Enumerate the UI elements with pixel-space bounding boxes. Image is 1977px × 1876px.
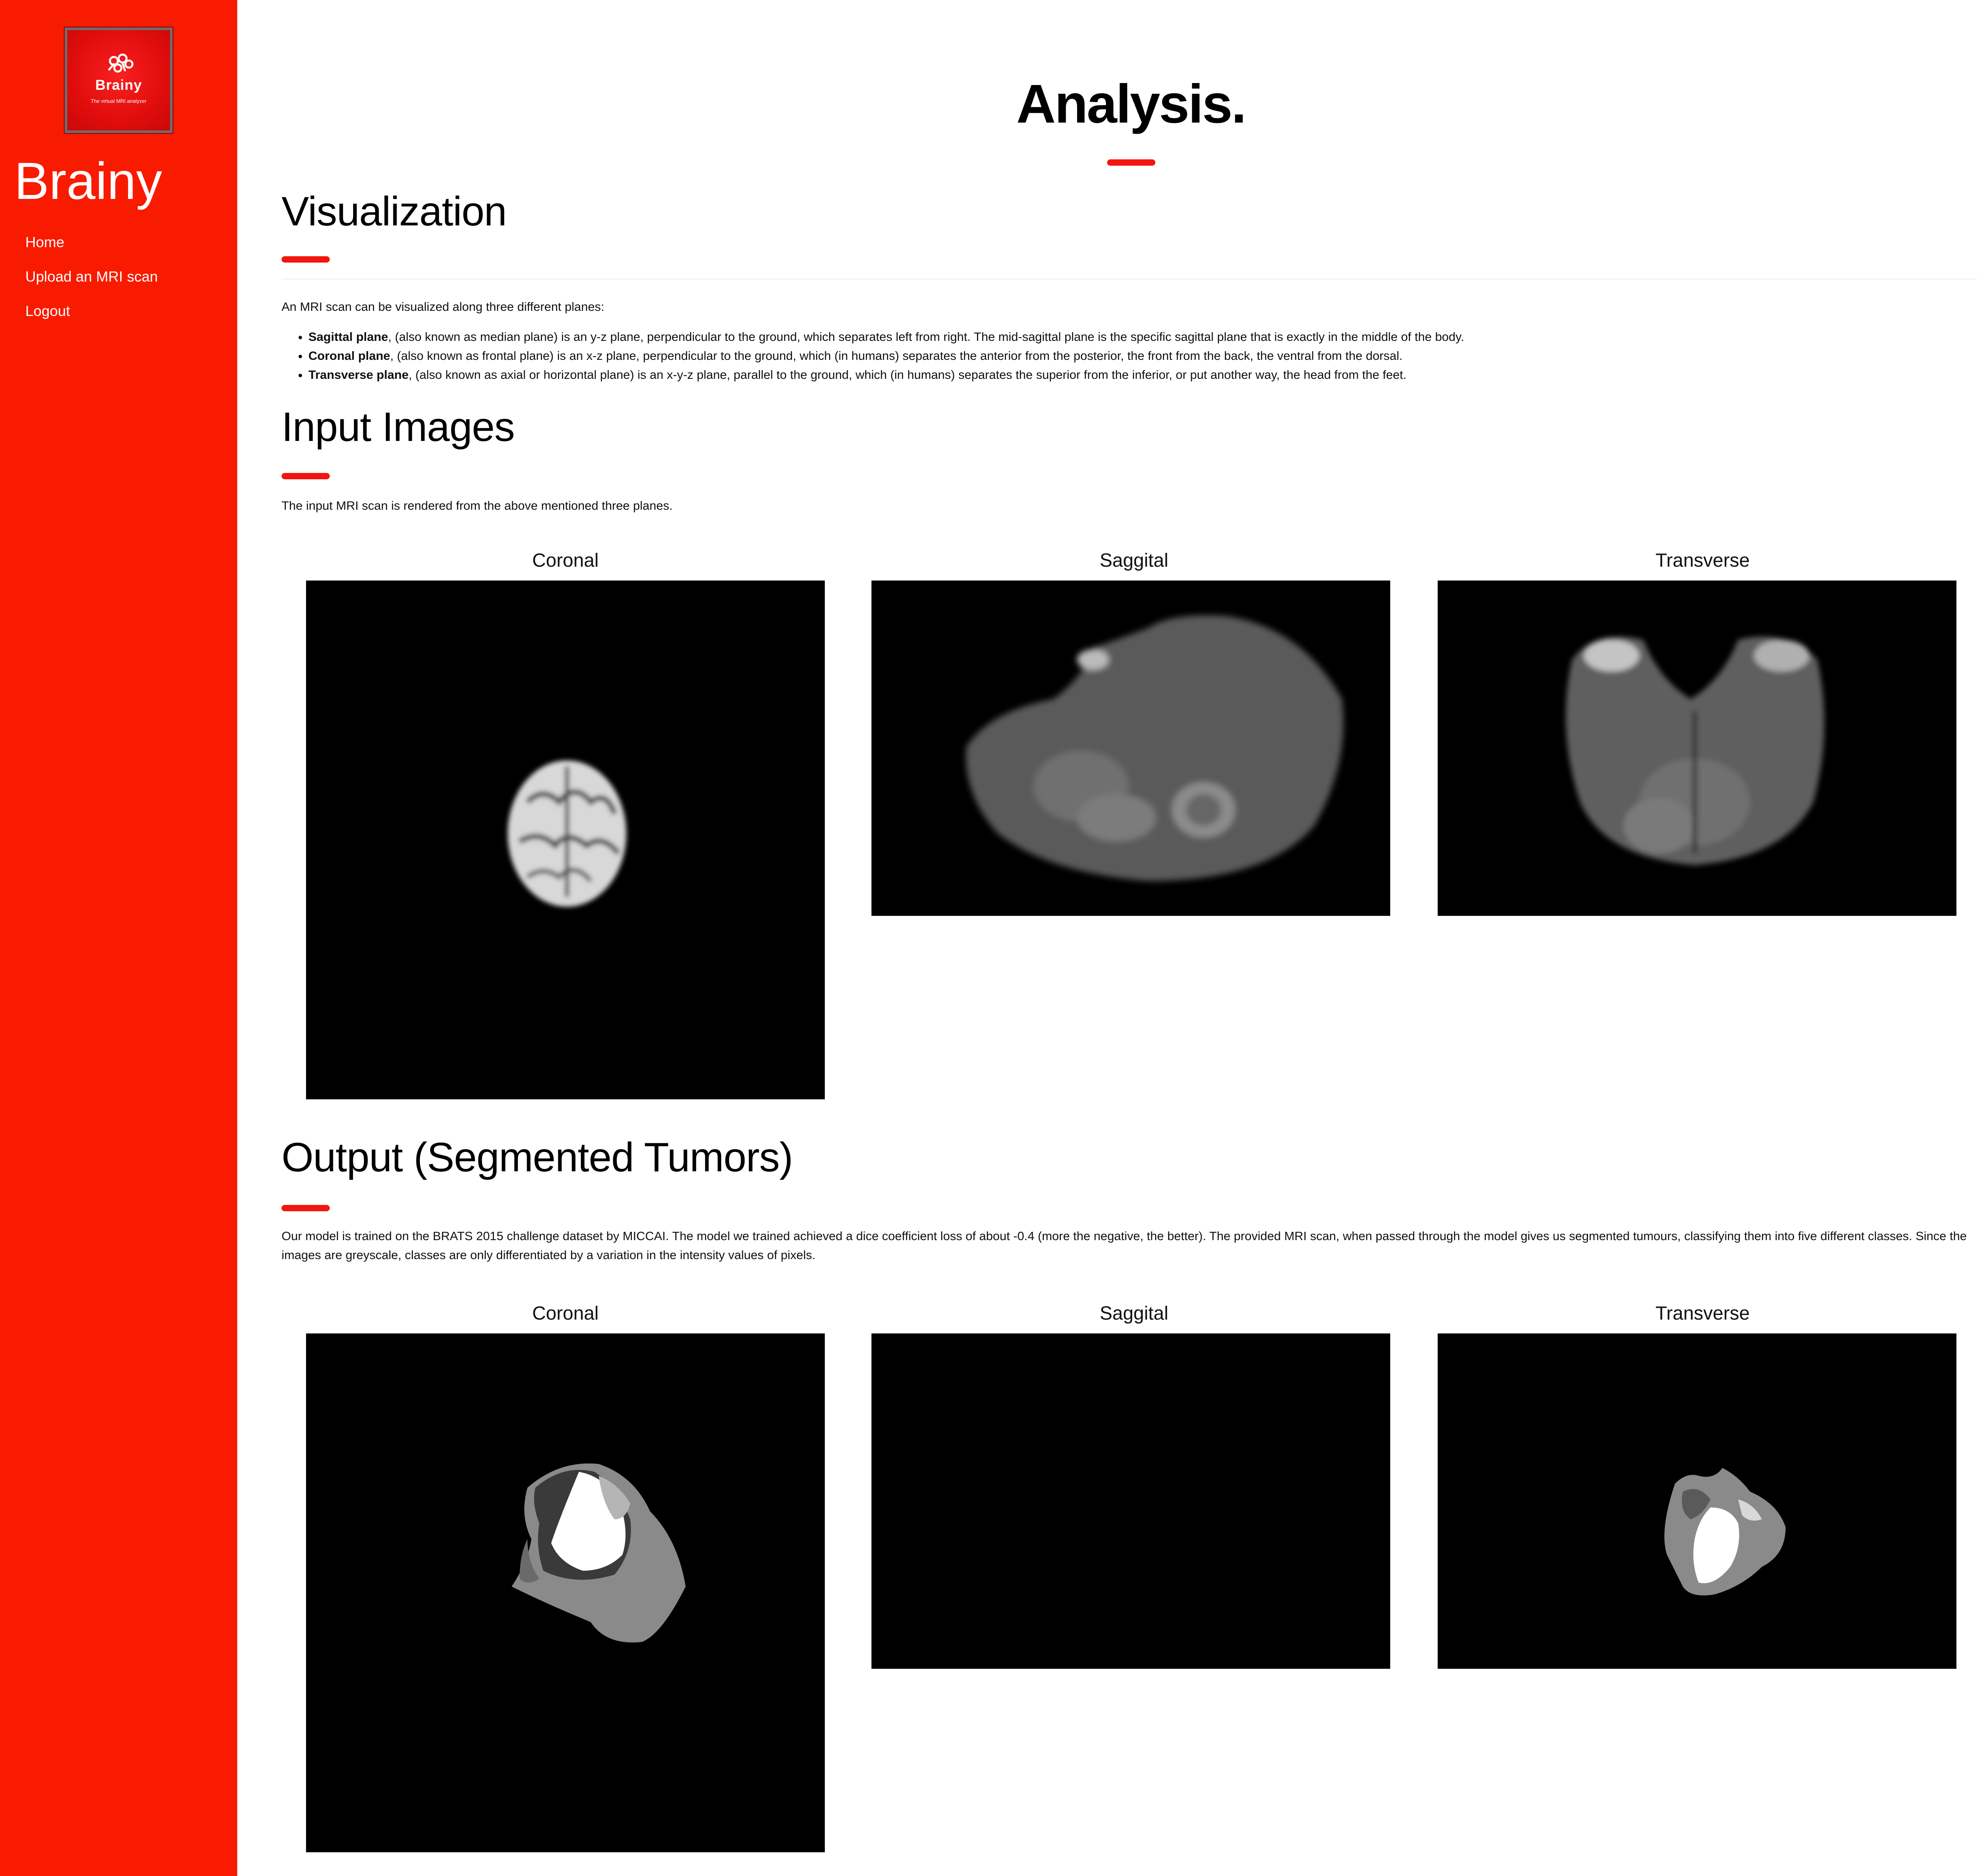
sidebar <box>0 0 237 1876</box>
nav-link-logout[interactable]: Logout <box>25 303 70 319</box>
plane-term: Transverse plane <box>308 368 409 382</box>
input-transverse-image[interactable] <box>1438 581 1956 916</box>
title-underline <box>1107 159 1155 166</box>
plane-description: , (also known as frontal plane) is an x-z plane, perpendicular to the ground, which (in humans) separates the anterior from the posterior, the front from the back, the ventral from the dorsal. <box>390 349 1403 363</box>
brand-title[interactable]: Brainy <box>14 152 163 210</box>
main-content <box>237 0 1977 1876</box>
plane-term: Sagittal plane <box>308 330 388 344</box>
nav-item-home <box>25 233 158 267</box>
sidebar-nav <box>25 233 158 336</box>
brainy-logo[interactable] <box>65 28 172 133</box>
planes-list <box>297 327 1464 384</box>
output-coronal-label: Coronal <box>532 1303 599 1324</box>
input-coronal-image[interactable] <box>306 581 825 1099</box>
input-images-underline <box>282 473 330 479</box>
nav-item-upload <box>25 267 158 301</box>
page-title: Analysis. <box>1016 74 1246 134</box>
visualization-intro: An MRI scan can be visualized along three different planes: <box>282 300 605 314</box>
output-saggital-image[interactable] <box>871 1333 1390 1669</box>
output-transverse-label: Transverse <box>1655 1303 1750 1324</box>
input-transverse-label: Transverse <box>1655 550 1750 571</box>
section-divider <box>282 279 1977 280</box>
visualization-underline <box>282 256 330 263</box>
input-images-heading: Input Images <box>282 404 515 450</box>
nav-link-home[interactable]: Home <box>25 234 64 250</box>
output-text: Our model is trained on the BRATS 2015 challenge dataset by MICCAI. The model we trained achieved a dice coefficient loss of about -0.4 (more the negative, the better). The provided MRI scan, when passed through the model gives us segmented tumours, classifying them into five different classes. Since the images are greyscale, classes are only differentiated by a variation in the intensity values of pixels. <box>282 1229 1967 1262</box>
output-coronal-image[interactable] <box>306 1333 825 1852</box>
list-item <box>308 327 1464 346</box>
nav-item-logout <box>25 301 158 336</box>
plane-description: , (also known as median plane) is an y-z plane, perpendicular to the ground, which separates left from right. The mid-sagittal plane is the specific sagittal plane that is exactly in the middle of the body. <box>388 330 1464 344</box>
output-transverse-image[interactable] <box>1438 1333 1956 1669</box>
input-saggital-image[interactable] <box>871 581 1390 916</box>
output-heading: Output (Segmented Tumors) <box>282 1135 793 1180</box>
list-item <box>308 346 1464 365</box>
plane-description: , (also known as axial or horizontal plane) is an x-y-z plane, parallel to the ground, which (in humans) separates the superior from the inferior, or put another way, the head from the feet. <box>408 368 1407 382</box>
visualization-heading: Visualization <box>282 189 507 234</box>
logo-tagline: The virtual MRI analyzer <box>91 98 147 104</box>
plane-term: Coronal plane <box>308 349 390 363</box>
input-coronal-label: Coronal <box>532 550 599 571</box>
output-underline <box>282 1205 330 1211</box>
input-saggital-label: Saggital <box>1100 550 1168 571</box>
input-images-text: The input MRI scan is rendered from the above mentioned three planes. <box>282 499 673 512</box>
nav-link-upload[interactable]: Upload an MRI scan <box>25 269 158 285</box>
brain-icon <box>105 52 137 76</box>
output-saggital-label: Saggital <box>1100 1303 1168 1324</box>
logo-name: Brainy <box>95 77 142 93</box>
list-item <box>308 365 1464 384</box>
